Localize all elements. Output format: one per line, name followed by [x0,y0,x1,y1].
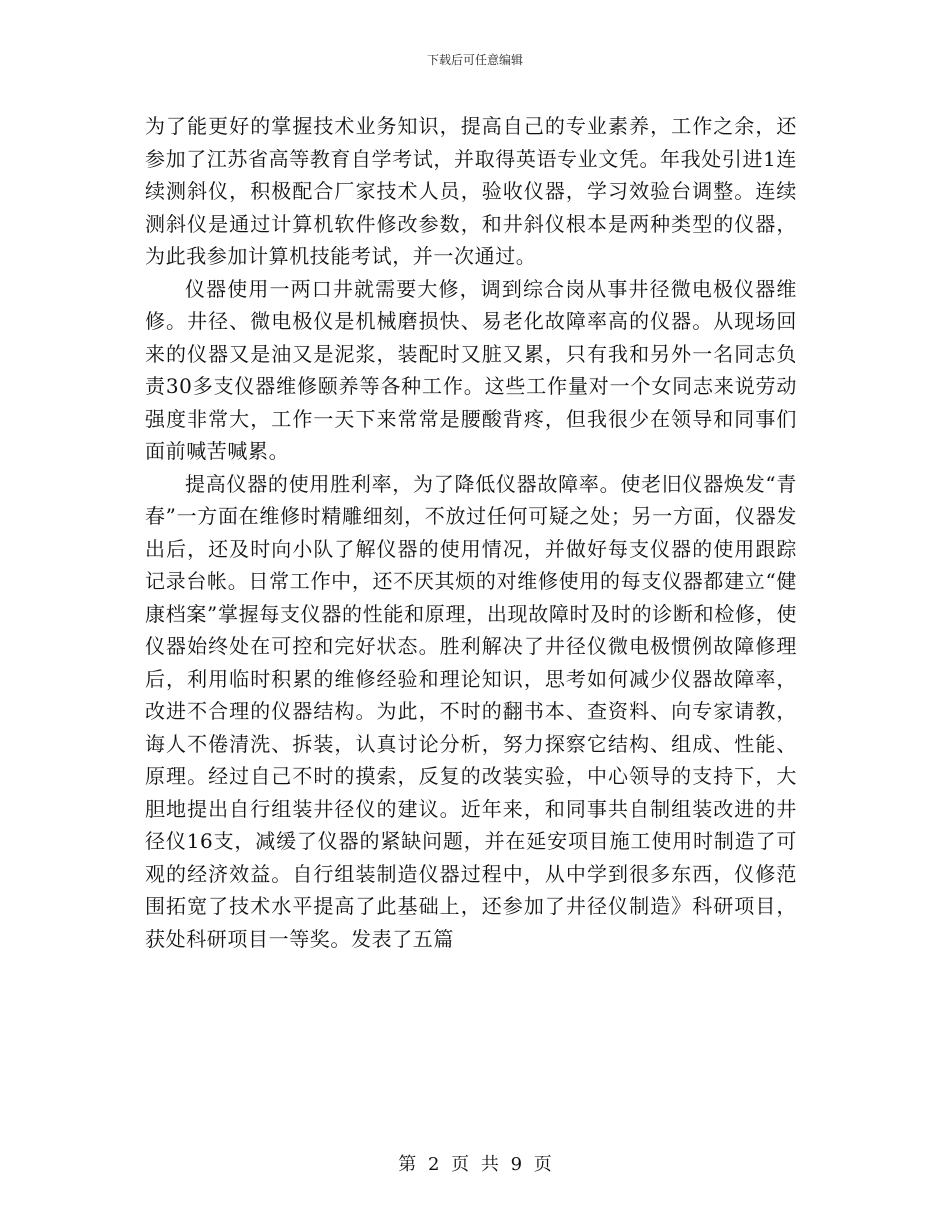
paragraph-1: 为了能更好的掌握技术业务知识，提高自己的专业素养，工作之余，还参加了江苏省高等教育自学考试，并取得英语专业文凭。年我处引进1连续测斜仪，积极配合厂家技术人员，验收仪器，学习效验台调整。连续测斜仪是通过计算机软件修改参数，和井斜仪根本是两种类型的仪器，为此我参加计算机技能考试，并一次通过。 [145,114,797,268]
paragraph-2: 仪器使用一两口井就需要大修，调到综合岗从事井径微电极仪器维修。井径、微电极仪是机械磨损快、易老化故障率高的仪器。从现场回来的仪器又是油又是泥浆，装配时又脏又累，只有我和另外一名同志负责30多支仪器维修颐养等各种工作。这些工作量对一个女同志来说劳动强度非常大，工作一天下来常常是腰酸背疼，但我很少在领导和同事们面前喊苦喊累。 [145,276,797,463]
page-number-footer: 第 2 页 共 9 页 [398,1154,552,1175]
page-header: 下载后可任意编辑 [426,53,523,67]
document-body [145,110,797,955]
paragraph-3: 提高仪器的使用胜利率，为了降低仪器故障率。使老旧仪器焕发“青春”一方面在维修时精雕细刻，不放过任何可疑之处；另一方面，仪器发出后，还及时向小队了解仪器的使用情况，并做好每支仪器的使用跟踪记录台帐。日常工作中，还不厌其烦的对维修使用的每支仪器都建立“健康档案”掌握每支仪器的性能和原理，出现故障时及时的诊断和检修，使仪器始终处在可控和完好状态。胜利解决了井径仪微电极惯例故障修理后，利用临时积累的维修经验和理论知识，思考如何减少仪器故障率，改进不合理的仪器结构。为此，不时的翻书本、查资料、向专家请教，诲人不倦清洗、拆装，认真讨论分析，努力探察它结构、组成、性能、原理。经过自己不时的摸索，反复的改装实验，中心领导的支持下，大胆地提出自行组装井径仪的建议。近年来，和同事共自制组装改进的井径仪16支，减缓了仪器的紧缺问题，并在延安项目施工使用时制造了可观的经济效益。自行组装制造仪器过程中，从中学到很多东西，仪修范围拓宽了技术水平提高了此基础上，还参加了井径仪制造》科研项目，获处科研项目一等奖。发表了五篇 [145,471,797,951]
